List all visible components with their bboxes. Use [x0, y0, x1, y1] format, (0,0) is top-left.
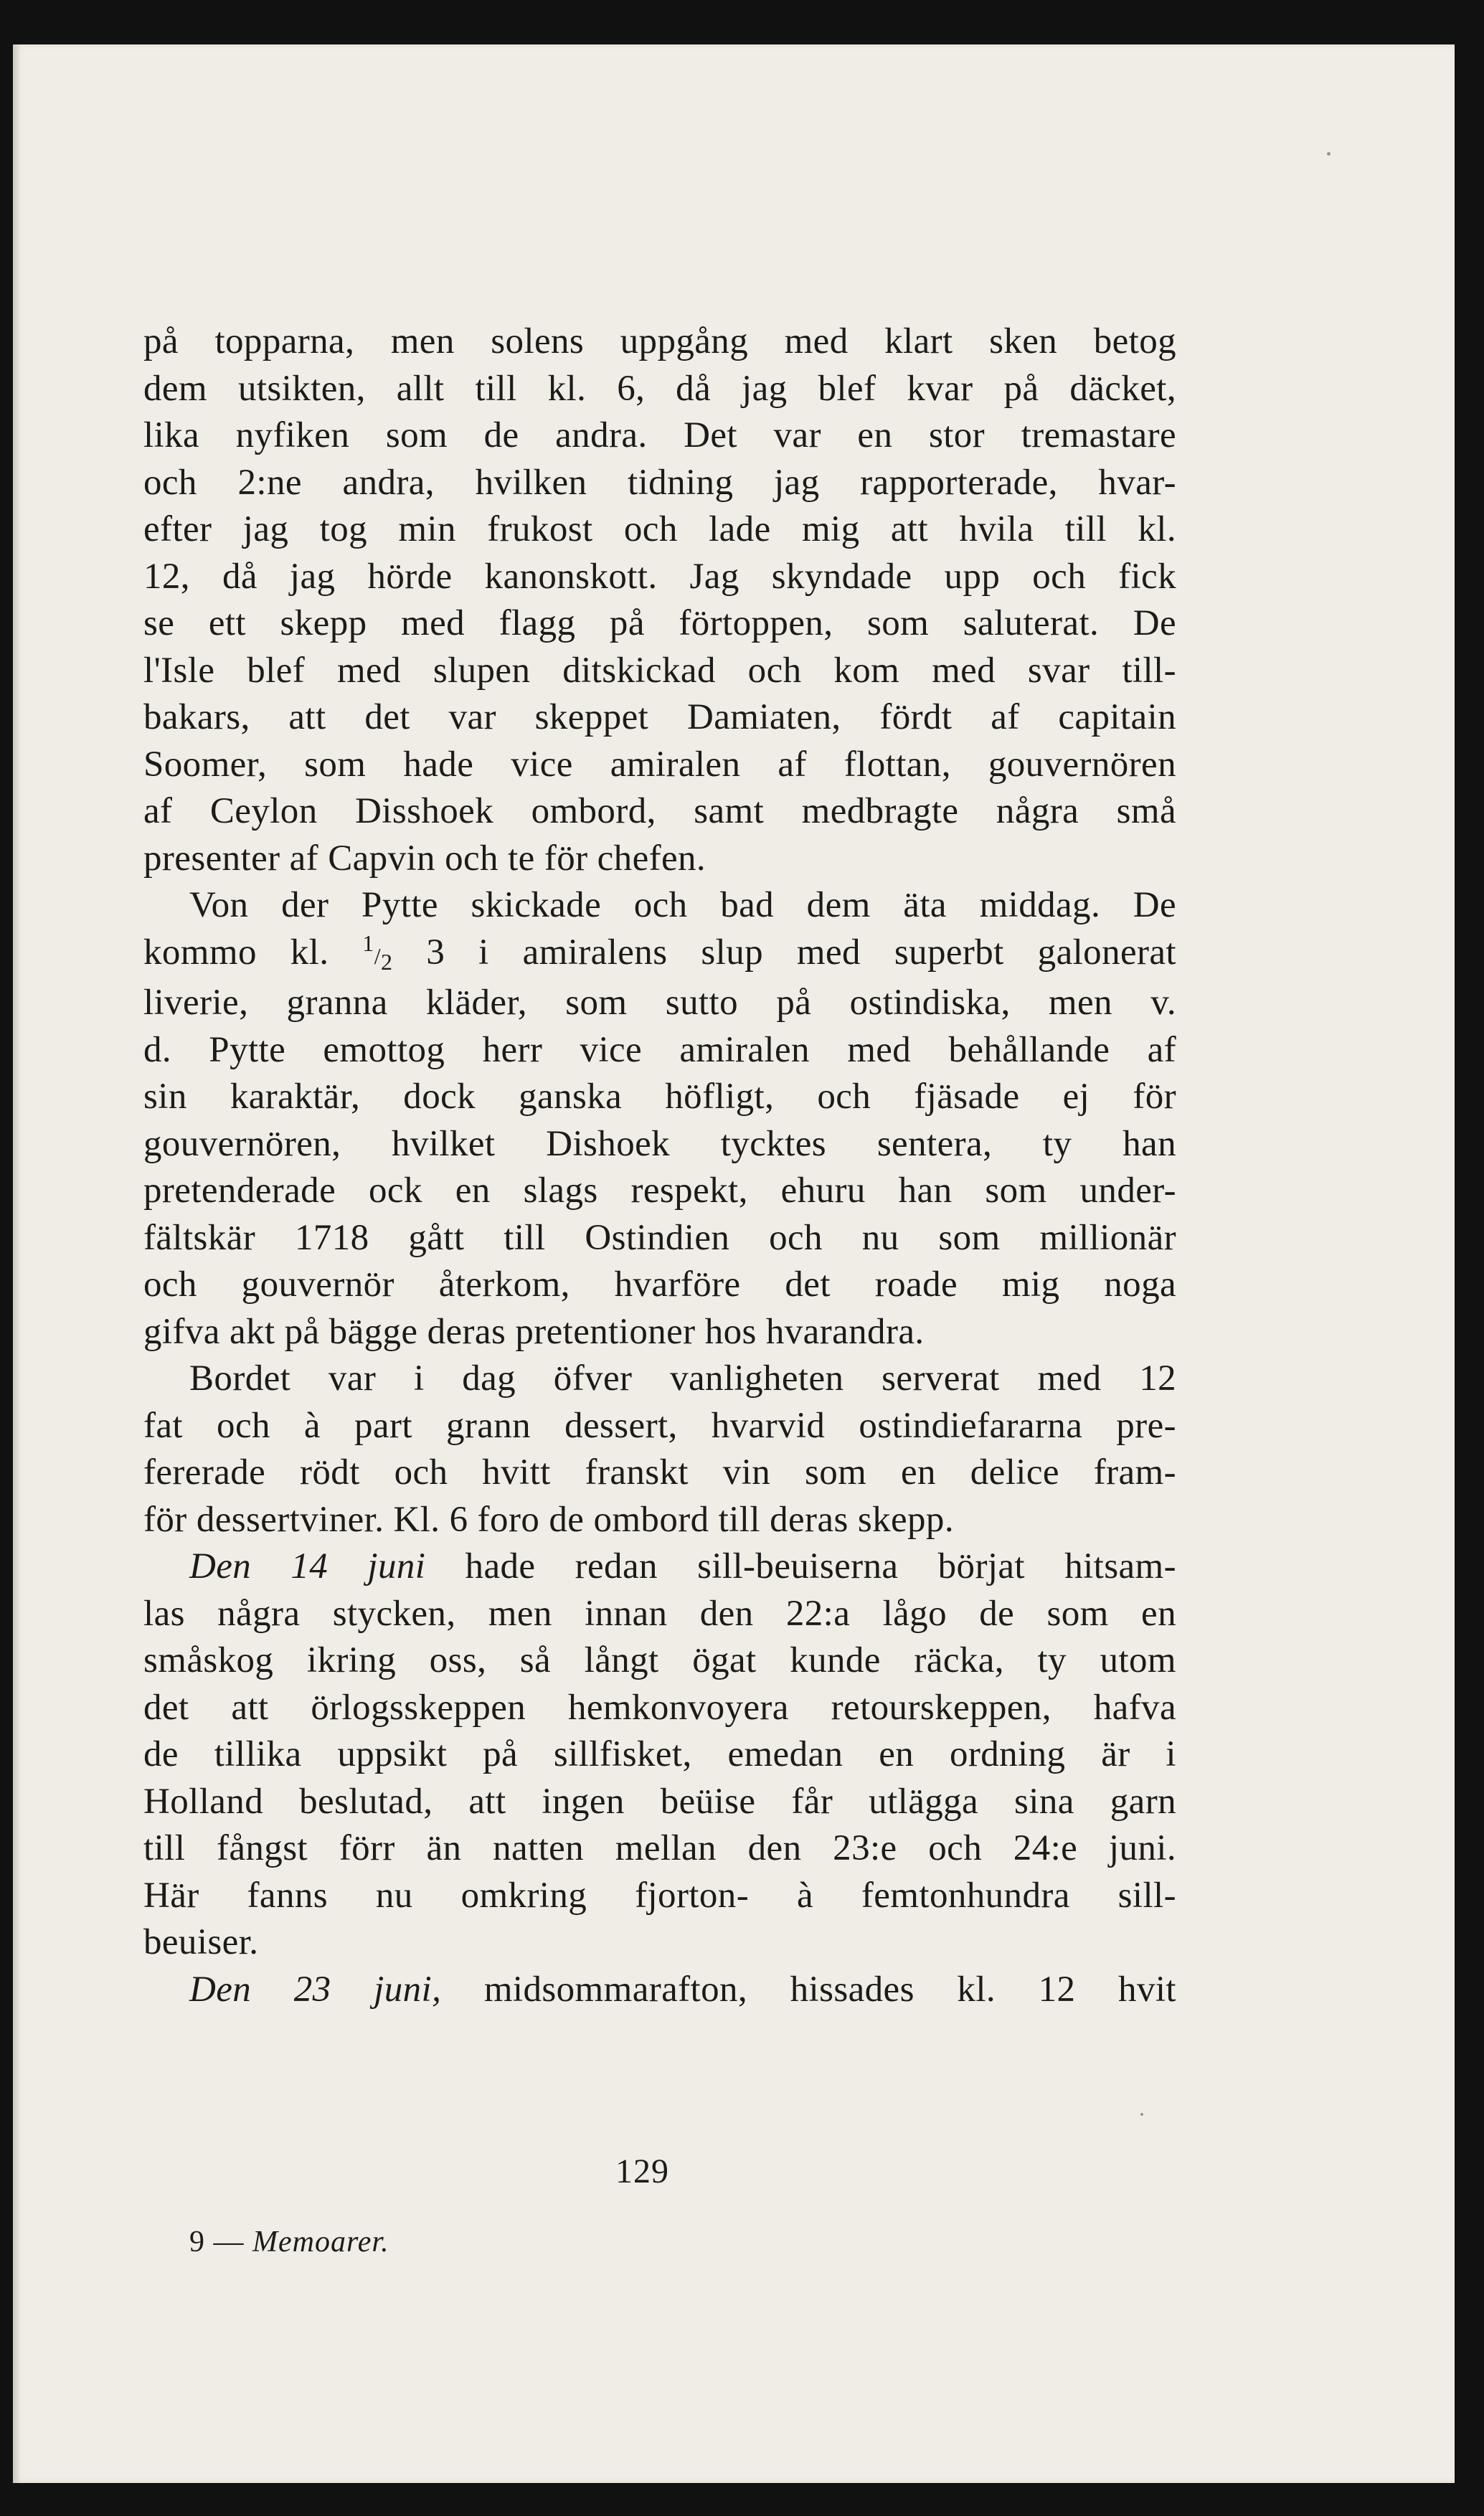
page-number: 129	[615, 2152, 669, 2190]
text-line: af Ceylon Disshoek ombord, samt medbragte några små	[143, 791, 1176, 831]
text-line: beuiser.	[143, 1922, 259, 1962]
text-line: efter jag tog min frukost och lade mig att hvila till kl.	[143, 509, 1176, 549]
text-line: gifva akt på bägge deras pretentioner hos hvarandra.	[143, 1311, 925, 1352]
text-line: las några stycken, men innan den 22:a lågo de som en	[143, 1593, 1176, 1634]
text-line: för dessertviner. Kl. 6 foro de ombord till deras skepp.	[143, 1499, 954, 1540]
text-line: d. Pytte emottog herr vice amiralen med behållande af	[143, 1029, 1176, 1070]
text-line: sin karaktär, dock ganska höfligt, och fjäsade ej för	[143, 1077, 1176, 1117]
text-line: på topparna, men solens uppgång med klart sken betog	[143, 321, 1176, 361]
text-line: fererade rödt och hvitt franskt vin som en delice fram-	[143, 1452, 1176, 1493]
text-line: dem utsikten, allt till kl. 6, då jag blef kvar på däcket,	[143, 368, 1176, 409]
book-page	[13, 44, 1455, 2483]
date-italic: Den 23 juni,	[189, 1969, 442, 2010]
paper-speck	[1140, 2113, 1143, 2116]
text-line: pretenderade ock en slags respekt, ehuru han som under-	[143, 1170, 1176, 1211]
text-line: l'Isle blef med slupen ditskickad och kom med svar till-	[143, 650, 1176, 691]
text-line: presenter af Capvin och te för chefen.	[143, 838, 706, 879]
line-text-rest: midsommarafton, hissades kl. 12 hvit	[441, 1969, 1176, 2010]
page-edge-shadow	[13, 44, 20, 2483]
text-line: liverie, granna kläder, som sutto på ostindiska, men v.	[143, 983, 1176, 1023]
text-line: lika nyfiken som de andra. Det var en stor tremastare	[143, 415, 1176, 455]
text-line: Bordet var i dag öfver vanligheten serverat med 12	[189, 1358, 1176, 1399]
text-line: det att örlogsskeppen hemkonvoyera retourskeppen, hafva	[143, 1687, 1176, 1728]
date-italic: Den 14 juni	[189, 1546, 426, 1586]
paper-speck	[1327, 152, 1331, 156]
text-line-with-fraction	[143, 930, 1176, 980]
text-line: Holland beslutad, att ingen beüise får utlägga sina garn	[143, 1781, 1176, 1822]
text-line: småskog ikring oss, så långt ögat kunde räcka, ty utom	[143, 1640, 1176, 1680]
signature-number: 9 —	[189, 2226, 252, 2259]
signature-mark	[189, 2225, 389, 2259]
text-line-dated	[143, 1967, 1176, 2014]
line-text-rest: hade redan sill-beuiserna börjat hitsam-	[425, 1546, 1176, 1586]
line-text-post: 3 i amiralens slup med superbt galonerat	[392, 932, 1176, 973]
text-line: till fångst förr än natten mellan den 23:e och 24:e juni.	[143, 1828, 1176, 1868]
text-line: och gouvernör återkom, hvarföre det roade mig noga	[143, 1264, 1176, 1305]
text-line: Här fanns nu omkring fjorton- à femtonhundra sill-	[143, 1875, 1176, 1916]
text-line: bakars, att det var skeppet Damiaten, fördt af capitain	[143, 697, 1176, 737]
text-line: se ett skepp med flagg på förtoppen, som saluterat. De	[143, 603, 1176, 643]
fraction: 1/2	[362, 930, 393, 975]
text-line-dated	[143, 1543, 1176, 1591]
text-line: gouvernören, hvilket Dishoek tycktes sentera, ty han	[143, 1123, 1176, 1164]
line-text-pre: kommo kl.	[143, 932, 363, 973]
text-line: fat och à part grann dessert, hvarvid ostindiefararna pre-	[143, 1405, 1176, 1446]
signature-title: Memoarer.	[252, 2226, 389, 2259]
fraction-numerator: 1	[362, 930, 374, 956]
body-text	[143, 318, 1176, 2013]
text-line: Soomer, som hade vice amiralen af flottan, gouvernören	[143, 744, 1176, 785]
fraction-denominator: 2	[381, 948, 393, 975]
text-line: fältskär 1718 gått till Ostindien och nu som millionär	[143, 1217, 1176, 1258]
text-line: Von der Pytte skickade och bad dem äta middag. De	[189, 885, 1176, 925]
text-line: 12, då jag hörde kanonskott. Jag skyndade upp och fick	[143, 556, 1176, 597]
text-line: och 2:ne andra, hvilken tidning jag rapporterade, hvar-	[143, 462, 1176, 503]
text-line: de tillika uppsikt på sillfisket, emedan en ordning är i	[143, 1734, 1176, 1774]
